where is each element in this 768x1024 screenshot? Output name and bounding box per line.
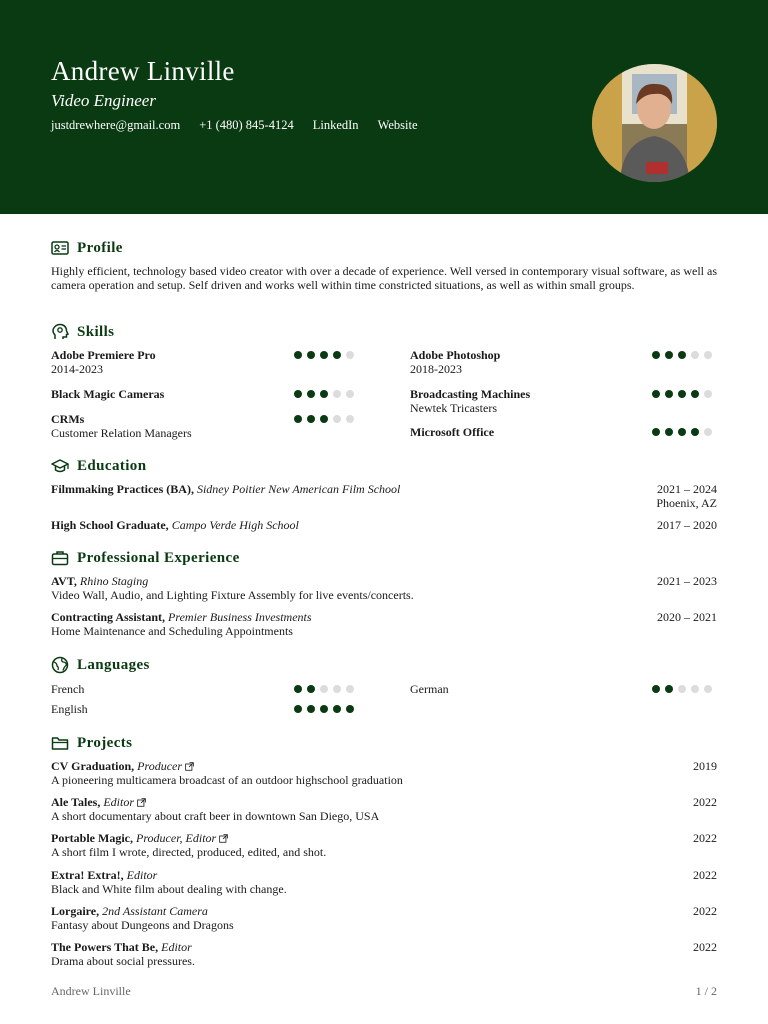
rating-dot-filled xyxy=(665,351,673,359)
globe-icon xyxy=(51,656,69,674)
rating-dot-filled xyxy=(333,351,341,359)
education-date: 2021 – 2024 Phoenix, AZ xyxy=(656,482,717,510)
rating-dot-empty xyxy=(333,415,341,423)
project-item: Lorgaire, 2nd Assistant Camera Fantasy about Dungeons and Dragons xyxy=(51,904,234,932)
skill-item: CRMs Customer Relation Managers xyxy=(51,412,192,440)
linkedin-link[interactable]: LinkedIn xyxy=(312,118,359,132)
rating-dot-empty xyxy=(704,351,712,359)
rating-dot-filled xyxy=(307,415,315,423)
email-link[interactable]: justdrewhere@gmail.com xyxy=(51,118,181,132)
project-date: 2022 xyxy=(693,831,717,845)
project-date: 2022 xyxy=(693,940,717,954)
rating-dot-filled xyxy=(320,351,328,359)
rating-dot-empty xyxy=(346,390,354,398)
rating-dot-filled xyxy=(665,685,673,693)
project-date: 2019 xyxy=(693,759,717,773)
language-rating xyxy=(294,705,354,713)
profile-text: Highly efficient, technology based video creator with over a decade of experience. Well versed in contemporary visual software, as well as camera operation and setup. Self driven and works well within time constricted situations, as well as within small groups. xyxy=(51,264,718,292)
rating-dot-empty xyxy=(691,685,699,693)
skill-rating xyxy=(652,390,712,398)
rating-dot-filled xyxy=(307,685,315,693)
rating-dot-filled xyxy=(652,390,660,398)
contact-row xyxy=(51,118,418,133)
rating-dot-filled xyxy=(307,351,315,359)
profile-photo xyxy=(592,64,717,182)
rating-dot-empty xyxy=(704,428,712,436)
rating-dot-filled xyxy=(652,428,660,436)
rating-dot-filled xyxy=(294,705,302,713)
rating-dot-empty xyxy=(320,685,328,693)
rating-dot-filled xyxy=(346,705,354,713)
skill-rating xyxy=(652,428,712,436)
skill-item: Adobe Premiere Pro 2014-2023 xyxy=(51,348,156,376)
education-date: 2017 – 2020 xyxy=(657,518,717,532)
rating-dot-filled xyxy=(665,428,673,436)
project-date: 2022 xyxy=(693,868,717,882)
external-link-icon[interactable] xyxy=(185,762,194,771)
rating-dot-filled xyxy=(320,390,328,398)
rating-dot-filled xyxy=(320,705,328,713)
languages-heading: Languages xyxy=(51,656,150,674)
education-item: Filmmaking Practices (BA), Sidney Poitier New American Film School xyxy=(51,482,401,496)
rating-dot-filled xyxy=(652,685,660,693)
skill-item: Microsoft Office xyxy=(410,425,495,439)
skill-item: Broadcasting Machines Newtek Tricasters xyxy=(410,387,531,415)
briefcase-icon xyxy=(51,549,69,567)
skill-rating xyxy=(294,351,354,359)
rating-dot-empty xyxy=(333,685,341,693)
skill-item: Adobe Photoshop 2018-2023 xyxy=(410,348,501,376)
skill-item: Black Magic Cameras xyxy=(51,387,165,401)
rating-dot-filled xyxy=(678,351,686,359)
graduation-cap-icon xyxy=(51,457,69,475)
header-banner xyxy=(0,0,768,214)
language-item: English xyxy=(51,702,88,716)
experience-date: 2020 – 2021 xyxy=(657,610,717,624)
phone-link[interactable]: +1 (480) 845-4124 xyxy=(199,118,294,132)
rating-dot-filled xyxy=(678,390,686,398)
education-item: High School Graduate, Campo Verde High School xyxy=(51,518,299,532)
rating-dot-empty xyxy=(346,351,354,359)
project-item: Extra! Extra!, Editor Black and White film about dealing with change. xyxy=(51,868,287,896)
experience-heading: Professional Experience xyxy=(51,549,240,567)
head-icon xyxy=(51,323,69,341)
rating-dot-filled xyxy=(294,415,302,423)
candidate-title: Video Engineer xyxy=(51,91,156,110)
skill-rating xyxy=(294,415,354,423)
rating-dot-empty xyxy=(346,685,354,693)
language-rating xyxy=(652,685,712,693)
rating-dot-filled xyxy=(307,390,315,398)
rating-dot-empty xyxy=(678,685,686,693)
id-card-icon xyxy=(51,239,69,257)
profile-heading: Profile xyxy=(51,239,123,257)
education-heading: Education xyxy=(51,457,146,475)
website-link[interactable]: Website xyxy=(377,118,418,132)
skill-rating xyxy=(652,351,712,359)
rating-dot-filled xyxy=(320,415,328,423)
rating-dot-filled xyxy=(294,351,302,359)
rating-dot-filled xyxy=(665,390,673,398)
rating-dot-filled xyxy=(307,705,315,713)
page-number: 1 / 2 xyxy=(695,984,717,998)
project-date: 2022 xyxy=(693,904,717,918)
experience-item: Contracting Assistant, Premier Business Investments Home Maintenance and Scheduling Appointments xyxy=(51,610,312,638)
rating-dot-empty xyxy=(704,390,712,398)
projects-heading: Projects xyxy=(51,734,132,752)
language-rating xyxy=(294,685,354,693)
project-item: Portable Magic, Producer, Editor A short film I wrote, directed, produced, edited, and shot. xyxy=(51,831,327,859)
skill-rating xyxy=(294,390,354,398)
rating-dot-filled xyxy=(294,390,302,398)
project-item: CV Graduation, Producer A pioneering multicamera broadcast of an outdoor highschool graduation xyxy=(51,759,403,787)
experience-date: 2021 – 2023 xyxy=(657,574,717,588)
language-item: German xyxy=(410,682,449,696)
rating-dot-empty xyxy=(346,415,354,423)
folder-icon xyxy=(51,734,69,752)
rating-dot-empty xyxy=(333,390,341,398)
external-link-icon[interactable] xyxy=(219,834,228,843)
rating-dot-filled xyxy=(691,428,699,436)
candidate-name: Andrew Linville xyxy=(51,56,235,86)
rating-dot-filled xyxy=(294,685,302,693)
rating-dot-filled xyxy=(678,428,686,436)
footer-name: Andrew Linville xyxy=(51,984,131,998)
rating-dot-empty xyxy=(691,351,699,359)
language-item: French xyxy=(51,682,85,696)
external-link-icon[interactable] xyxy=(137,798,146,807)
project-date: 2022 xyxy=(693,795,717,809)
rating-dot-empty xyxy=(704,685,712,693)
experience-item: AVT, Rhino Staging Video Wall, Audio, and Lighting Fixture Assembly for live events/concerts. xyxy=(51,574,414,602)
rating-dot-filled xyxy=(652,351,660,359)
rating-dot-filled xyxy=(691,390,699,398)
project-item: The Powers That Be, Editor Drama about social pressures. xyxy=(51,940,195,968)
project-item: Ale Tales, Editor A short documentary about craft beer in downtown San Diego, USA xyxy=(51,795,380,823)
rating-dot-filled xyxy=(333,705,341,713)
skills-heading: Skills xyxy=(51,323,114,341)
